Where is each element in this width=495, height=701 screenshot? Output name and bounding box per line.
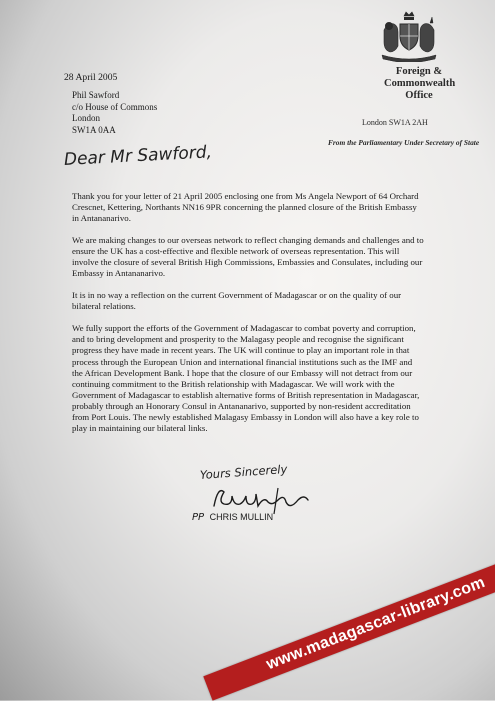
- pp-mark: PP: [192, 512, 205, 523]
- org-line-3: Office: [405, 90, 433, 101]
- sender-office-line: From the Parliamentary Under Secretary of State: [328, 138, 480, 147]
- signatory: [192, 512, 273, 523]
- org-line-1: Foreign &: [395, 66, 443, 77]
- letter-body: [72, 191, 424, 434]
- handwritten-salutation: Dear Mr Sawford,: [63, 142, 213, 170]
- royal-crest-icon: [378, 10, 440, 62]
- org-line-2: Commonwealth: [384, 78, 456, 89]
- body-paragraph: It is in no way a reflection on the current Government of Madagascar or on the quality of our bilateral relations.: [72, 290, 402, 312]
- watermark-banner: www.madagascar-library.com: [203, 547, 495, 700]
- body-paragraph: Thank you for your letter of 21 April 2005 enclosing one from Ms Angela Newport of 64 Orchard Crescnet, Kettering, Northants NN16 9PR concerning the planned closure of the British Embassy in Antananarivo.: [72, 191, 419, 224]
- recipient-address: [72, 90, 157, 136]
- handwritten-closing: Yours Sincerely: [199, 461, 288, 482]
- org-address: London SW1A 2AH: [362, 118, 428, 127]
- recipient-line: London: [72, 113, 100, 123]
- recipient-line: Phil Sawford: [72, 90, 120, 100]
- signatory-name: CHRIS MULLIN: [209, 512, 274, 522]
- letter-date: 28 April 2005: [64, 72, 118, 83]
- org-name: [384, 66, 454, 102]
- body-paragraph: We are making changes to our overseas network to reflect changing demands and challenges and to ensure the UK has a cost-effective and flexible network of overseas representation. This will involve the closure of several British High Commissions, Embassies and Consulates, including our Embassy in Antananarivo.: [72, 235, 424, 279]
- recipient-line: c/o House of Commons: [72, 101, 158, 112]
- recipient-line: SW1A 0AA: [72, 124, 116, 135]
- body-paragraph: We fully support the efforts of the Government of Madagascar to combat poverty and corruption, and to bring development and prosperity to the Malagasy people and recognise the significant progress they have made in recent years. The UK will continue to play an important role in that process through the European Union and international financial institutions such as the IMF and the African Development Bank. I hope that the closure of our Embassy will not detract from our continuing commitment to the British relationship with Madagascar. We will work with the Government of Madagascar to establish alternative forms of British representation in Madagascar, probably through an Honorary Consul in Antananarivo, supported by non-resident accreditation from Port Louis. The newly established Malagasy Embassy in London will also have a key role to play in maintaining our bilateral links.: [72, 323, 420, 434]
